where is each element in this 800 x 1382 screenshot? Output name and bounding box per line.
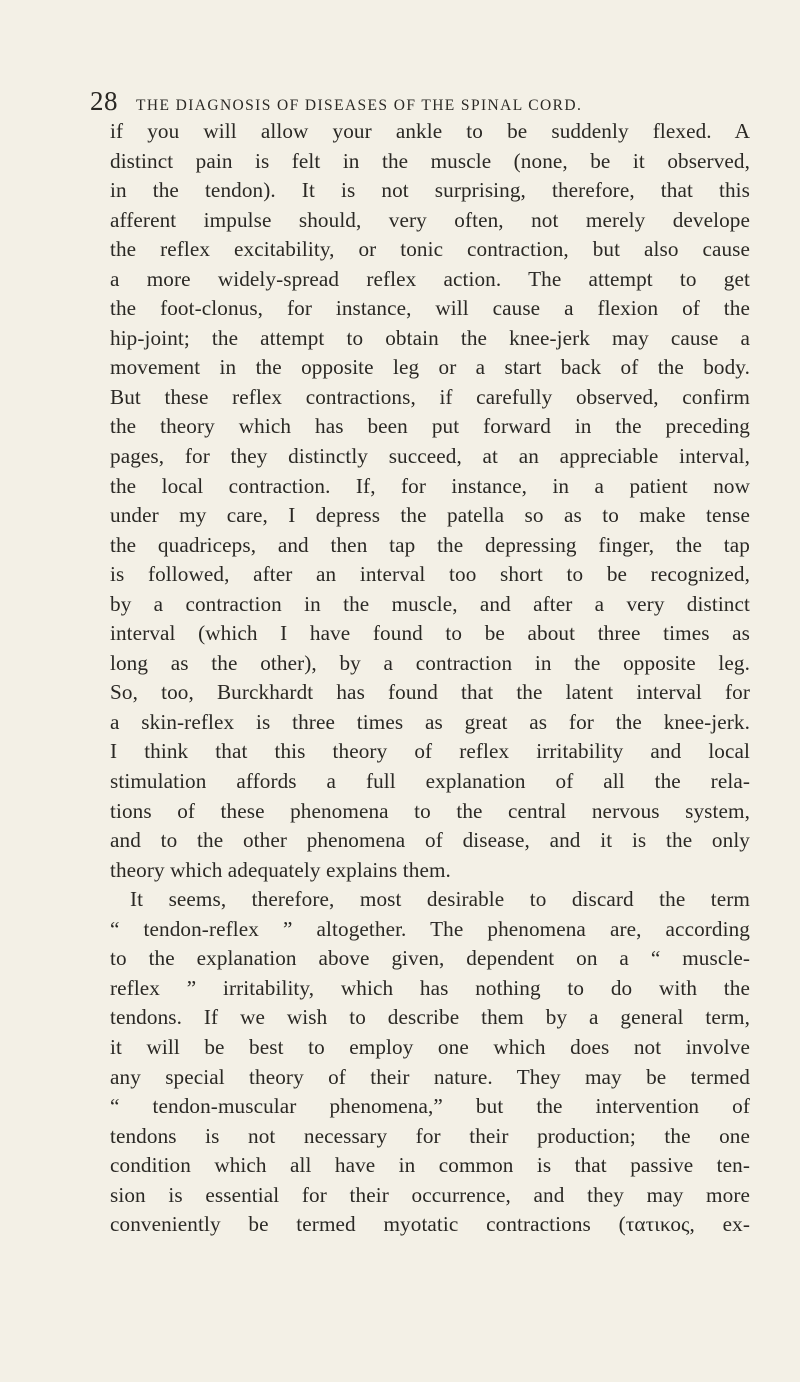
text-line: stimulation affords a full explanation of all the rela-	[110, 769, 750, 794]
text-line: to the explanation above given, dependent on a “ muscle-	[110, 946, 750, 971]
text-line: by a contraction in the muscle, and after a very distinct	[110, 591, 750, 616]
text-line: sion is essential for their occurrence, and they may more	[110, 1182, 750, 1207]
text-line: any special theory of their nature. They may be termed	[110, 1064, 750, 1089]
text-line: tendons. If we wish to describe them by a general term,	[110, 1005, 750, 1030]
text-line: reflex ” irritability, which has nothing to do with the	[110, 975, 750, 1000]
text-line: theory which adequately explains them.	[110, 857, 451, 882]
page-number: 28	[90, 86, 118, 116]
text-line: “ tendon-muscular phenomena,” but the intervention of	[110, 1094, 750, 1119]
text-line: if you will allow your ankle to be suddenly flexed. A	[110, 119, 750, 143]
text-line: the reflex excitability, or tonic contraction, but also cause	[110, 237, 750, 262]
text-line: afferent impulse should, very often, not merely develope	[110, 207, 750, 232]
text-line: So, too, Burckhardt has found that the latent interval for	[110, 680, 750, 705]
text-line: long as the other), by a contraction in the opposite leg.	[110, 650, 750, 675]
text-line: the local contraction. If, for instance, in a patient now	[110, 473, 750, 498]
text-line: conveniently be termed myotatic contractions (τατικος, ex-	[110, 1212, 750, 1237]
text-line: the foot-clonus, for instance, will cause a flexion of the	[110, 296, 750, 321]
text-line: tendons is not necessary for their production; the one	[110, 1123, 750, 1148]
text-line: interval (which I have found to be about three times as	[110, 621, 750, 646]
text-line: tions of these phenomena to the central nervous system,	[110, 798, 750, 823]
text-line: is followed, after an interval too short to be recognized,	[110, 562, 750, 587]
running-title: THE DIAGNOSIS OF DISEASES OF THE SPINAL CORD.	[136, 97, 583, 114]
text-line: it will be best to employ one which does not involve	[110, 1034, 750, 1059]
text-line: hip-joint; the attempt to obtain the knee-jerk may cause a	[110, 325, 750, 350]
text-line: and to the other phenomena of disease, and it is the only	[110, 828, 750, 853]
text-line: condition which all have in common is that passive ten-	[110, 1153, 750, 1178]
text-line: the theory which has been put forward in the preceding	[110, 414, 750, 439]
text-line: movement in the opposite leg or a start back of the body.	[110, 355, 750, 380]
text-line: in the tendon). It is not surprising, therefore, that this	[110, 178, 750, 203]
text-line: the quadriceps, and then tap the depressing finger, the tap	[110, 532, 750, 557]
text-line: under my care, I depress the patella so as to make tense	[110, 503, 750, 528]
text-line: a skin-reflex is three times as great as for the knee-jerk.	[110, 709, 750, 734]
text-line: pages, for they distinctly succeed, at an appreciable interval,	[110, 444, 750, 469]
text-line: “ tendon-reflex ” altogether. The phenomena are, according	[110, 916, 750, 941]
text-line: a more widely-spread reflex action. The attempt to get	[110, 266, 750, 291]
page-header	[90, 86, 730, 116]
text-line: distinct pain is felt in the muscle (none, be it observed,	[110, 148, 750, 173]
text-line: But these reflex contractions, if carefully observed, confirm	[110, 384, 750, 409]
body-text	[110, 117, 750, 1240]
text-line: I think that this theory of reflex irritability and local	[110, 739, 750, 764]
paragraph-start-line: It seems, therefore, most desirable to discard the term	[130, 887, 750, 912]
